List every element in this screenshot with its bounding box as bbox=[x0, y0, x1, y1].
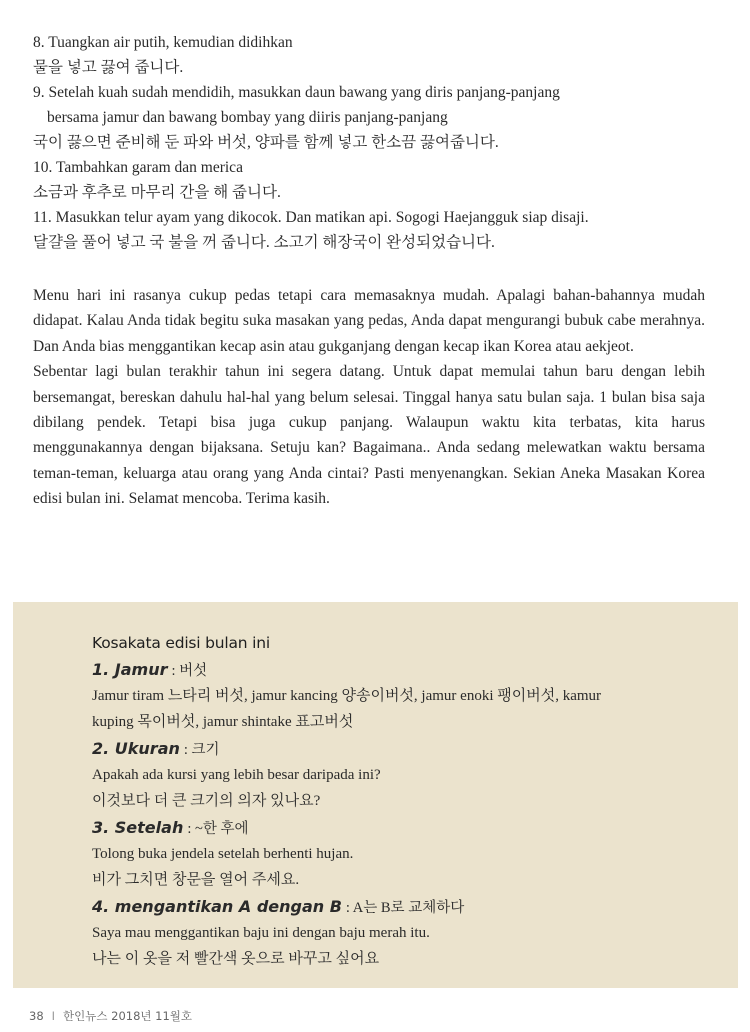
vocab-example: 나는 이 옷을 저 빨간색 옷으로 바꾸고 싶어요 bbox=[92, 951, 380, 967]
vocab-meaning: 크기 bbox=[191, 742, 220, 758]
vocab-item-2-heading: 2. Ukuran : 크기 bbox=[92, 739, 220, 758]
step-10-korean: 소금과 후추로 마무리 간을 해 줍니다. bbox=[33, 184, 281, 201]
vocab-word: 1. Jamur bbox=[92, 660, 168, 679]
vocabulary-title: Kosakata edisi bulan ini bbox=[92, 634, 270, 652]
vocab-example: Apakah ada kursi yang lebih besar daripada ini? bbox=[92, 767, 381, 783]
vocab-meaning: ~한 후에 bbox=[194, 821, 249, 837]
publication-name: 한인뉴스 2018년 11월호 bbox=[63, 1009, 193, 1023]
page-number: 38 bbox=[29, 1009, 44, 1023]
step-11-korean: 달걀을 풀어 넣고 국 불을 꺼 줍니다. 소고기 해장국이 완성되었습니다. bbox=[33, 234, 495, 251]
vocab-word: 2. Ukuran bbox=[92, 739, 180, 758]
vocab-word: 4. mengantikan A dengan B bbox=[92, 897, 342, 916]
vocab-word: 3. Setelah bbox=[92, 818, 184, 837]
vocab-example: Tolong buka jendela setelah berhenti hujan. bbox=[92, 846, 354, 862]
vocab-example: Saya mau menggantikan baju ini dengan baju merah itu. bbox=[92, 925, 430, 941]
closing-paragraph-1: Menu hari ini rasanya cukup pedas tetapi cara memasaknya mudah. Apalagi bahan-bahannya mudah didapat. Kalau Anda tidak begitu suka masakan yang pedas, Anda dapat mengurangi bubuk cabe merahnya. Dan Anda bias menggantikan kecap asin atau gukganjang dengan kecap ikan Korea atau aekjeot. bbox=[33, 287, 705, 355]
vocab-item-3-heading: 3. Setelah : ~한 후에 bbox=[92, 818, 249, 837]
vocab-meaning: 버섯 bbox=[179, 663, 208, 679]
vocab-example: kuping 목이버섯, jamur shintake 표고버섯 bbox=[92, 714, 354, 730]
vocab-example: 이것보다 더 큰 크기의 의자 있나요? bbox=[92, 793, 321, 809]
step-8-korean: 물을 넣고 끓여 줍니다. bbox=[33, 59, 184, 76]
step-9: 9. Setelah kuah sudah mendidih, masukkan daun bawang yang diris panjang-panjang bbox=[33, 84, 560, 101]
closing-paragraph-2: Sebentar lagi bulan terakhir tahun ini segera datang. Untuk dapat memulai tahun baru dengan lebih bersemangat, bereskan dahulu hal-hal yang belum selesai. Tinggal hanya satu bulan saja. 1 bulan bisa saja dibilang pendek. Tetapi bisa juga cukup panjang. Walaupun waktu kita terbatas, kita harus menggunakannya dengan bijaksana. Setuju kan? Bagaimana.. Anda sedang melewatkan waktu bersama teman-teman, keluarga atau orang yang Anda cintai? Pasti menyenangkan. Sekian Aneka Masakan Korea edisi bulan ini. Selamat mencoba. Terima kasih. bbox=[33, 363, 705, 508]
step-9-continued: bersama jamur dan bawang bombay yang diiris panjang-panjang bbox=[47, 109, 448, 126]
step-11: 11. Masukkan telur ayam yang dikocok. Dan matikan api. Sogogi Haejangguk siap disaji. bbox=[33, 209, 589, 226]
vocab-example: Jamur tiram 느타리 버섯, jamur kancing 양송이버섯, jamur enoki 팽이버섯, kamur bbox=[92, 688, 602, 704]
step-10: 10. Tambahkan garam dan merica bbox=[33, 159, 243, 176]
vocab-item-4-heading: 4. mengantikan A dengan B : A는 B로 교체하다 bbox=[92, 897, 465, 916]
step-9-korean: 국이 끓으면 준비해 둔 파와 버섯, 양파를 함께 넣고 한소끔 끓여줍니다. bbox=[33, 134, 499, 151]
vocab-meaning: A는 B로 교체하다 bbox=[352, 900, 465, 916]
vocab-example: 비가 그치면 창문을 열어 주세요. bbox=[92, 872, 300, 888]
step-8: 8. Tuangkan air putih, kemudian didihkan bbox=[33, 34, 293, 51]
vocabulary-box bbox=[13, 602, 738, 988]
page-footer bbox=[29, 1008, 192, 1024]
footer-separator: I bbox=[51, 1009, 56, 1023]
article-body bbox=[33, 30, 705, 512]
vocab-item-1-heading: 1. Jamur : 버섯 bbox=[92, 660, 208, 679]
